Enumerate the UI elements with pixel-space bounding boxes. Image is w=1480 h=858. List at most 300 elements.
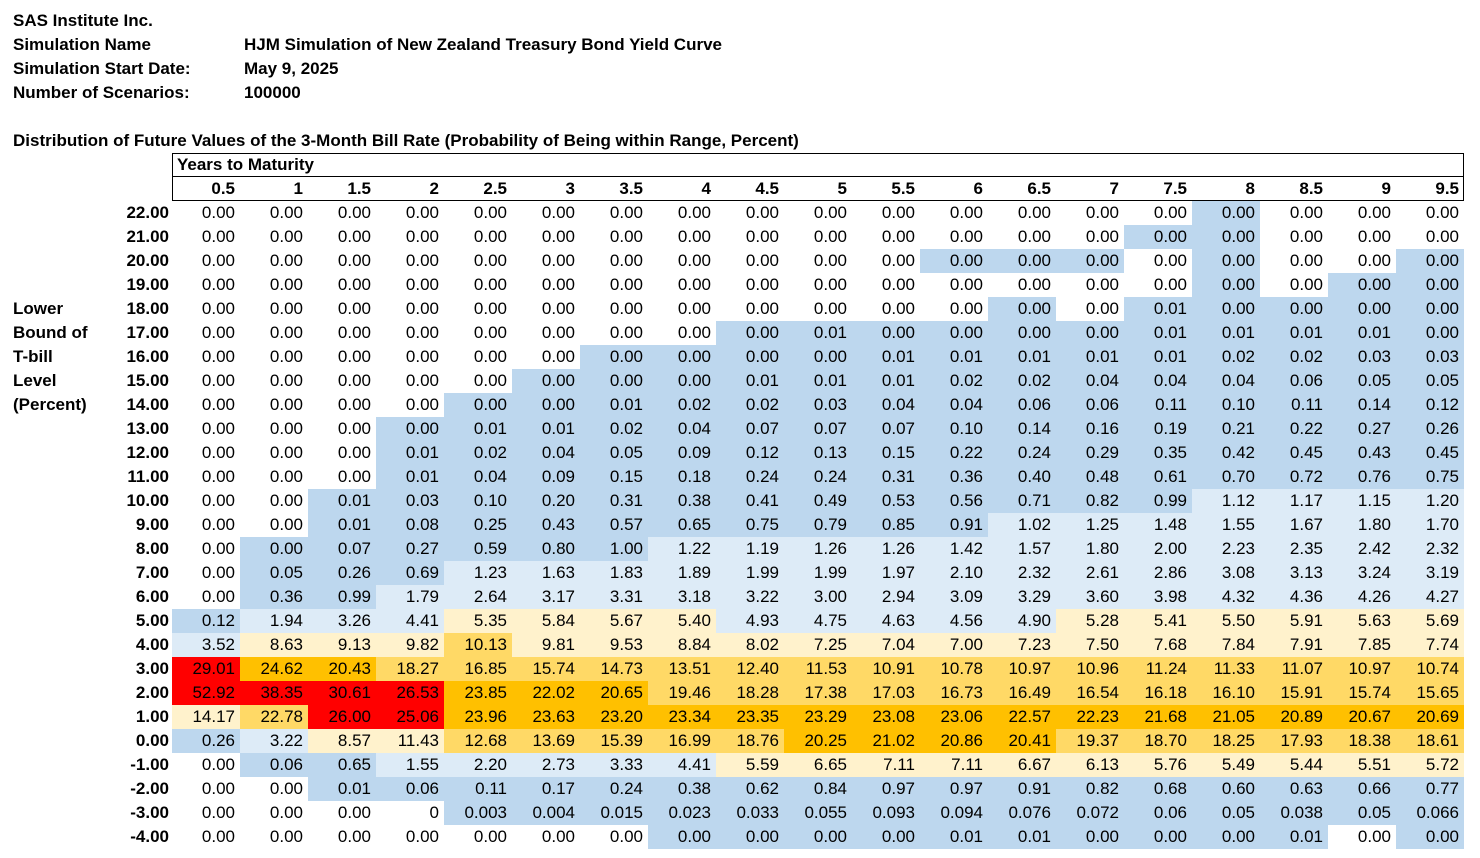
table-cell: 0.00 [444,345,512,369]
table-cell: 0.06 [1124,801,1192,825]
table-cell: 0.07 [784,417,852,441]
table-cell: 0.56 [920,489,988,513]
table-cell: 0.53 [852,489,920,513]
table-cell: 0.48 [1056,465,1124,489]
table-cell: 1.20 [1396,489,1464,513]
table-cell: 0.06 [376,777,444,801]
table-cell: 0.00 [444,393,512,417]
column-header: 6.5 [1027,179,1051,198]
table-cell: 0.43 [512,513,580,537]
table-cell: 0.05 [580,441,648,465]
table-cell: 2.32 [1396,537,1464,561]
table-cell: 0.00 [172,465,240,489]
table-cell: 0.01 [716,369,784,393]
table-cell: 0.00 [716,825,784,849]
table-cell: 0.00 [240,513,308,537]
table-cell: 3.18 [648,585,716,609]
table-cell: 4.41 [376,609,444,633]
table-cell: 0.00 [648,249,716,273]
table-cell: 0.00 [920,321,988,345]
table-cell: 0.00 [1260,297,1328,321]
table-cell: 0.18 [648,465,716,489]
table-cell: 4.90 [988,609,1056,633]
table-cell: 7.25 [784,633,852,657]
table-cell: 1.89 [648,561,716,585]
table-cell: 0.00 [648,345,716,369]
table-cell: 0.01 [852,369,920,393]
table-cell: 15.74 [512,657,580,681]
table-cell: 0.02 [580,417,648,441]
table-cell: 0.00 [512,273,580,297]
table-cell: 0.57 [580,513,648,537]
table-cell: 1.80 [1056,537,1124,561]
table-cell: 0.07 [716,417,784,441]
table-cell: 0.00 [920,225,988,249]
table-cell: 3.98 [1124,585,1192,609]
table-cell: 1.55 [1192,513,1260,537]
table-cell: 52.92 [172,681,240,705]
table-cell: 0.00 [512,225,580,249]
table-cell: 2.86 [1124,561,1192,585]
table-cell: 0.00 [240,801,308,825]
table-cell: 0.00 [716,297,784,321]
table-cell: 0.00 [444,321,512,345]
table-cell: 18.38 [1328,729,1396,753]
table-cell: 20.43 [308,657,376,681]
table-cell: 0.00 [1124,225,1192,249]
table-cell: 0.49 [784,489,852,513]
table-cell: 3.00 [784,585,852,609]
table-cell: 1.97 [852,561,920,585]
table-cell: 0.00 [308,441,376,465]
table-cell: 0.00 [784,273,852,297]
table-cell: 0.00 [784,201,852,225]
table-cell: 0.97 [920,777,988,801]
table-cell: 2.73 [512,753,580,777]
table-cell: 0.00 [784,297,852,321]
table-cell: 5.84 [512,609,580,633]
row-label: 13.00 [126,419,169,438]
table-cell: 0.03 [376,489,444,513]
table-cell: 0.00 [444,273,512,297]
table-cell: 16.99 [648,729,716,753]
table-cell: 0.00 [240,201,308,225]
table-cell: 0.10 [920,417,988,441]
table-cell: 0.00 [716,201,784,225]
table-cell: 0.00 [240,465,308,489]
table-cell: 0.14 [988,417,1056,441]
table-cell: 1.19 [716,537,784,561]
table-cell: 0.00 [512,321,580,345]
table-cell: 0.093 [852,801,920,825]
table-cell: 23.35 [716,705,784,729]
table-cell: 22.02 [512,681,580,705]
years-to-maturity-label: Years to Maturity [177,155,314,174]
table-cell: 1.26 [852,537,920,561]
table-cell: 0.82 [1056,777,1124,801]
table-cell: 1.22 [648,537,716,561]
table-cell: 2.20 [444,753,512,777]
table-cell: 0.00 [308,201,376,225]
table-cell: 17.03 [852,681,920,705]
table-cell: 18.76 [716,729,784,753]
table-cell: 24.62 [240,657,308,681]
table-cell: 0.02 [444,441,512,465]
table-cell: 0.12 [1396,393,1464,417]
table-cell: 4.93 [716,609,784,633]
table-cell: 0.82 [1056,489,1124,513]
table-cell: 0.00 [512,825,580,849]
table-cell: 0.01 [852,345,920,369]
row-label: 7.00 [135,563,169,582]
table-cell: 0.00 [240,273,308,297]
column-header: 1 [293,179,303,198]
table-cell: 0.00 [988,249,1056,273]
table-cell: 16.54 [1056,681,1124,705]
table-cell: 0.04 [852,393,920,417]
table-cell: 7.50 [1056,633,1124,657]
table-cell: 0.00 [852,201,920,225]
table-cell: 0.00 [512,393,580,417]
row-label: 0.00 [135,731,169,750]
table-cell: 0.00 [1124,825,1192,849]
table-cell: 0.00 [920,297,988,321]
table-cell: 0.14 [1328,393,1396,417]
table-cell: 0.00 [988,201,1056,225]
table-cell: 7.11 [920,753,988,777]
table-cell: 0.00 [172,249,240,273]
table-cell: 0.01 [1260,825,1328,849]
table-cell: 0.72 [1260,465,1328,489]
table-cell: 1.02 [988,513,1056,537]
table-cell: 0.01 [784,369,852,393]
table-cell: 38.35 [240,681,308,705]
table-cell: 0.00 [1328,273,1396,297]
table-cell: 0.00 [784,825,852,849]
table-cell: 0.00 [172,201,240,225]
table-cell: 0.36 [920,465,988,489]
row-axis-label-line-3: T-bill [13,347,53,366]
table-cell: 10.91 [852,657,920,681]
row-axis-label-line-1: Lower [13,299,64,318]
column-header: 1.5 [347,179,371,198]
table-cell: 0.07 [308,537,376,561]
table-cell: 0.01 [1124,297,1192,321]
table-cell: 22.78 [240,705,308,729]
table-cell: 0.45 [1396,441,1464,465]
table-cell: 17.38 [784,681,852,705]
table-cell: 3.24 [1328,561,1396,585]
table-cell: 10.97 [988,657,1056,681]
row-label: 2.00 [135,683,169,702]
table-cell: 0.00 [172,561,240,585]
table-cell: 5.51 [1328,753,1396,777]
table-cell: 5.91 [1260,609,1328,633]
table-cell: 0.00 [172,777,240,801]
table-cell: 19.37 [1056,729,1124,753]
table-cell: 0.00 [1056,825,1124,849]
table-cell: 23.85 [444,681,512,705]
table-cell: 0.066 [1396,801,1464,825]
table-cell: 0.35 [1124,441,1192,465]
row-label: -4.00 [130,827,169,846]
row-label: 4.00 [135,635,169,654]
table-cell: 0.00 [444,225,512,249]
table-cell: 16.18 [1124,681,1192,705]
table-cell: 7.11 [852,753,920,777]
table-cell: 0.00 [1396,249,1464,273]
table-cell: 1.67 [1260,513,1328,537]
table-cell: 0.00 [1328,825,1396,849]
table-cell: 0.08 [376,513,444,537]
column-header: 0.5 [211,179,235,198]
table-cell: 18.25 [1192,729,1260,753]
table-cell: 0.00 [308,345,376,369]
table-cell: 8.63 [240,633,308,657]
table-cell: 0.97 [852,777,920,801]
table-cell: 7.04 [852,633,920,657]
table-cell: 0.00 [716,345,784,369]
table-cell: 0.00 [784,225,852,249]
table-cell: 0.00 [920,201,988,225]
table-cell: 11.07 [1260,657,1328,681]
row-axis-label-line-4: Level [13,371,57,390]
table-cell: 0.04 [1124,369,1192,393]
table-cell: 14.17 [172,705,240,729]
table-cell: 0.00 [1056,321,1124,345]
column-header: 4.5 [755,179,779,198]
table-cell: 15.91 [1260,681,1328,705]
table-cell: 13.51 [648,657,716,681]
table-cell: 0.00 [172,513,240,537]
table-cell: 3.52 [172,633,240,657]
table-cell: 0.00 [580,201,648,225]
table-cell: 20.69 [1396,705,1464,729]
table-cell: 0.00 [852,273,920,297]
table-cell: 0.00 [784,249,852,273]
table-cell: 0.00 [308,297,376,321]
table-cell: 0.00 [240,393,308,417]
table-cell: 0.00 [1328,297,1396,321]
column-header: 4 [701,179,711,198]
table-cell: 0.59 [444,537,512,561]
table-cell: 0.15 [580,465,648,489]
table-cell: 12.40 [716,657,784,681]
table-cell: 1.94 [240,609,308,633]
table-cell: 4.36 [1260,585,1328,609]
table-cell: 0.00 [376,249,444,273]
table-cell: 0.00 [1192,249,1260,273]
table-cell: 0.75 [1396,465,1464,489]
table-cell: 0.00 [376,825,444,849]
row-label: 19.00 [126,275,169,294]
table-cell: 0.60 [1192,777,1260,801]
table-cell: 0.09 [512,465,580,489]
table-cell: 0.40 [988,465,1056,489]
table-cell: 0.00 [716,321,784,345]
table-cell: 0.00 [172,345,240,369]
table-cell: 0.055 [784,801,852,825]
table-cell: 0.03 [784,393,852,417]
table-cell: 0.06 [1056,393,1124,417]
table-cell: 0.00 [1260,273,1328,297]
table-cell: 0.06 [988,393,1056,417]
table-cell: 23.20 [580,705,648,729]
table-cell: 1.70 [1396,513,1464,537]
table-cell: 20.89 [1260,705,1328,729]
table-cell: 18.61 [1396,729,1464,753]
table-cell: 14.73 [580,657,648,681]
table-cell: 1.23 [444,561,512,585]
table-cell: 0.00 [1396,225,1464,249]
table-cell: 0.00 [852,249,920,273]
table-cell: 0.00 [988,225,1056,249]
table-cell: 23.63 [512,705,580,729]
table-cell: 0.25 [444,513,512,537]
table-cell: 0.00 [1124,201,1192,225]
table-cell: 0.00 [1328,225,1396,249]
table-cell: 2.23 [1192,537,1260,561]
table-cell: 3.09 [920,585,988,609]
table-cell: 0.04 [1192,369,1260,393]
table-cell: 0.01 [308,489,376,513]
table-cell: 1.17 [1260,489,1328,513]
row-label: 21.00 [126,227,169,246]
table-cell: 15.74 [1328,681,1396,705]
table-cell: 11.33 [1192,657,1260,681]
table-cell: 7.68 [1124,633,1192,657]
table-cell: 11.53 [784,657,852,681]
table-cell: 4.27 [1396,585,1464,609]
table-cell: 0.01 [784,321,852,345]
table-cell: 0.00 [240,417,308,441]
table-cell: 0.00 [240,489,308,513]
table-cell: 0.27 [376,537,444,561]
table-cell: 16.49 [988,681,1056,705]
table-cell: 3.13 [1260,561,1328,585]
table-cell: 4.41 [648,753,716,777]
table-cell: 1.55 [376,753,444,777]
table-cell: 0.01 [580,393,648,417]
table-cell: 0.00 [1056,297,1124,321]
table-cell: 0.00 [172,441,240,465]
table-cell: 5.49 [1192,753,1260,777]
table-cell: 0.00 [308,801,376,825]
table-cell: 0.00 [444,297,512,321]
table-cell: 0.01 [1260,321,1328,345]
table-cell: 0.003 [444,801,512,825]
table-cell: 0.02 [1260,345,1328,369]
row-label: 15.00 [126,371,169,390]
row-label: 22.00 [126,203,169,222]
table-cell: 0.00 [308,225,376,249]
table-cell: 0.00 [172,225,240,249]
table-cell: 0.02 [988,369,1056,393]
table-cell: 0.11 [1124,393,1192,417]
table-cell: 0.00 [1056,249,1124,273]
row-axis-label-line-2: Bound of [13,323,88,342]
table-cell: 2.32 [988,561,1056,585]
table-cell: 0.20 [512,489,580,513]
column-header: 7.5 [1163,179,1187,198]
table-cell: 18.27 [376,657,444,681]
simulation-name-label: Simulation Name [13,35,151,54]
table-cell: 0.01 [1124,345,1192,369]
table-cell: 10.78 [920,657,988,681]
table-cell: 0.00 [1124,273,1192,297]
table-cell: 5.50 [1192,609,1260,633]
table-cell: 0.00 [512,249,580,273]
table-cell: 3.19 [1396,561,1464,585]
table-cell: 0.00 [308,321,376,345]
table-cell: 0.00 [580,249,648,273]
table-cell: 16.73 [920,681,988,705]
table-cell: 0.26 [308,561,376,585]
table-cell: 0.00 [648,297,716,321]
table-cell: 0.00 [852,825,920,849]
table-cell: 3.31 [580,585,648,609]
table-cell: 0.04 [920,393,988,417]
table-cell: 0.13 [784,441,852,465]
table-cell: 20.25 [784,729,852,753]
table-cell: 0.00 [172,417,240,441]
table-cell: 0.00 [648,273,716,297]
table-cell: 0.31 [580,489,648,513]
table-cell: 10.96 [1056,657,1124,681]
table-cell: 23.29 [784,705,852,729]
column-header: 9 [1381,179,1391,198]
table-cell: 0.00 [172,585,240,609]
table-cell: 3.60 [1056,585,1124,609]
table-cell: 0.26 [172,729,240,753]
row-label: 12.00 [126,443,169,462]
table-cell: 7.85 [1328,633,1396,657]
table-cell: 0.00 [1192,201,1260,225]
row-label: 1.00 [135,707,169,726]
table-cell: 0.00 [240,249,308,273]
table-cell: 0.00 [240,321,308,345]
table-cell: 0.00 [240,345,308,369]
table-cell: 1.57 [988,537,1056,561]
table-cell: 1.42 [920,537,988,561]
table-cell: 0.00 [580,297,648,321]
table-cell: 0.00 [172,369,240,393]
table-cell: 0.04 [512,441,580,465]
table-cell: 3.22 [240,729,308,753]
table-cell: 0.00 [1328,249,1396,273]
table-cell: 0.01 [376,465,444,489]
table-cell: 23.06 [920,705,988,729]
table-cell: 0.00 [648,369,716,393]
column-header: 2 [429,179,439,198]
table-cell: 0.00 [172,537,240,561]
table-cell: 2.35 [1260,537,1328,561]
table-cell: 0.17 [512,777,580,801]
table-cell: 0.70 [1192,465,1260,489]
table-cell: 0.00 [308,465,376,489]
table-cell: 0.00 [1056,225,1124,249]
table-cell: 5.63 [1328,609,1396,633]
table-cell: 0.69 [376,561,444,585]
table-cell: 0.03 [1396,345,1464,369]
table-cell: 4.75 [784,609,852,633]
table-cell: 0.00 [308,273,376,297]
scenarios-value: 100000 [244,83,301,102]
row-label: -1.00 [130,755,169,774]
table-cell: 12.68 [444,729,512,753]
table-cell: 25.06 [376,705,444,729]
table-cell: 0.00 [512,201,580,225]
